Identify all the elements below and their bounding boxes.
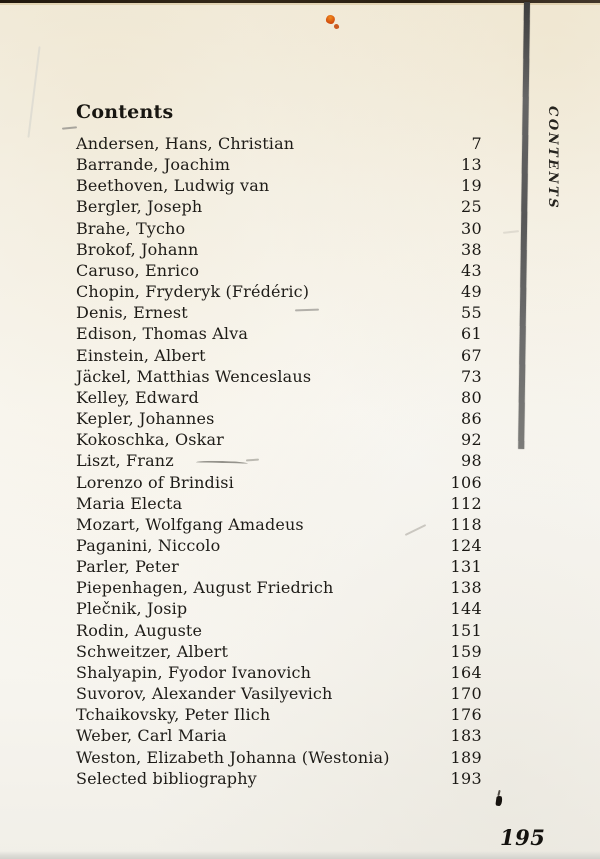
toc-entry-title: Beethoven, Ludwig van: [76, 176, 270, 196]
toc-entry-page: 61: [461, 324, 482, 344]
toc-entry-page: 92: [461, 430, 482, 450]
toc-entry-title: Maria Electa: [76, 493, 183, 513]
toc-row: [76, 323, 482, 344]
toc-row: [76, 345, 482, 366]
toc-entry-title: Parler, Peter: [76, 557, 179, 577]
toc-entry-title: Einstein, Albert: [76, 345, 206, 365]
toc-entry-title: Brokof, Johann: [76, 239, 199, 259]
toc-entry-page: 144: [450, 599, 482, 619]
toc-row: [76, 387, 482, 408]
toc-entry-page: 67: [461, 345, 482, 365]
toc-row: [76, 725, 482, 746]
toc-row: [76, 704, 482, 725]
toc-row: [76, 154, 482, 175]
scan-bottom-edge: [0, 851, 600, 859]
toc-entry-page: 159: [450, 641, 482, 661]
toc-entry-title: Mozart, Wolfgang Amadeus: [76, 514, 304, 534]
toc-row: [76, 302, 482, 323]
toc-entry-title: Bergler, Joseph: [76, 197, 203, 217]
toc-entry-title: Lorenzo of Brindisi: [76, 472, 234, 492]
toc-entry-title: Jäckel, Matthias Wenceslaus: [76, 366, 312, 386]
scan-top-edge-shadow: [0, 3, 600, 5]
toc-row: [76, 218, 482, 239]
toc-entry-page: 164: [450, 662, 482, 682]
orange-ink-speck-small: [333, 23, 339, 29]
toc-entry-title: Plečnik, Josip: [76, 599, 188, 619]
toc-entry-page: 43: [461, 260, 482, 280]
toc-row: [76, 577, 482, 598]
toc-row: [76, 450, 482, 471]
scan-scratch-left: [27, 46, 40, 138]
toc-entry-page: 151: [450, 620, 482, 640]
toc-entry-title: Weston, Elizabeth Johanna (Westonia): [76, 747, 390, 767]
page-edge-bar: [518, 2, 530, 449]
toc-entry-title: Kokoschka, Oskar: [76, 430, 224, 450]
toc-entry-title: Shalyapin, Fyodor Ivanovich: [76, 662, 312, 682]
contents-heading: Contents: [76, 101, 174, 123]
black-ink-speck-tail: [497, 790, 500, 796]
toc-entry-title: Barrande, Joachim: [76, 155, 231, 175]
toc-row: [76, 747, 482, 768]
scan-smudge-right: [503, 230, 519, 234]
toc-entry-title: Caruso, Enrico: [76, 260, 200, 280]
toc-row: [76, 281, 482, 302]
toc-entry-page: 86: [461, 409, 482, 429]
toc-entry-title: Weber, Carl Maria: [76, 726, 227, 746]
toc-entry-title: Tchaikovsky, Peter Ilich: [76, 705, 271, 725]
toc-row: [76, 196, 482, 217]
toc-entry-page: 73: [461, 366, 482, 386]
toc-row: [76, 408, 482, 429]
toc-entry-title: Brahe, Tycho: [76, 218, 186, 238]
running-head-vertical: CONTENTS: [545, 106, 560, 211]
toc-entry-page: 131: [450, 557, 482, 577]
toc-entry-page: 106: [450, 472, 482, 492]
toc-row: [76, 260, 482, 281]
toc-entry-title: Rodin, Auguste: [76, 620, 203, 640]
toc-entry-title: Suvorov, Alexander Vasilyevich: [76, 684, 333, 704]
page-number: 195: [500, 825, 546, 850]
toc-row: [76, 535, 482, 556]
toc-row: [76, 556, 482, 577]
toc-entry-title: Denis, Ernest: [76, 303, 188, 323]
toc-entry-title: Piepenhagen, August Friedrich: [76, 578, 334, 598]
toc-entry-page: 55: [461, 303, 482, 323]
toc-entry-title: Chopin, Fryderyk (Frédéric): [76, 282, 310, 302]
toc-entry-page: 19: [461, 176, 482, 196]
toc-entry-page: 118: [450, 514, 482, 534]
toc-entry-page: 7: [471, 134, 482, 153]
toc-entry-page: 25: [461, 197, 482, 217]
toc-entry-title: Schweitzer, Albert: [76, 641, 229, 661]
scan-top-edge: [0, 0, 600, 3]
toc-row: [76, 472, 482, 493]
toc-entry-title: Andersen, Hans, Christian: [76, 134, 295, 153]
toc-entry-title: Edison, Thomas Alva: [76, 324, 249, 344]
toc-entry-page: 193: [450, 768, 482, 788]
toc-row: [76, 239, 482, 260]
toc-row: [76, 133, 482, 154]
toc-entry-title: Selected bibliography: [76, 768, 257, 788]
orange-ink-speck: [324, 13, 337, 26]
toc-entry-title: Liszt, Franz: [76, 451, 174, 471]
toc-row: [76, 662, 482, 683]
toc-row: [76, 768, 482, 789]
toc-entry-page: 30: [461, 218, 482, 238]
toc-entry-page: 176: [450, 705, 482, 725]
toc-entry-page: 189: [450, 747, 482, 767]
toc-entry-page: 112: [450, 493, 482, 513]
toc-entry-page: 49: [461, 282, 482, 302]
toc-entry-page: 170: [450, 684, 482, 704]
toc-entry-title: Kepler, Johannes: [76, 409, 215, 429]
toc-entry-page: 13: [461, 155, 482, 175]
toc-row: [76, 175, 482, 196]
toc-row: [76, 514, 482, 535]
toc-row: [76, 641, 482, 662]
toc-entry-page: 38: [461, 239, 482, 259]
toc-row: [76, 620, 482, 641]
toc-row: [76, 429, 482, 450]
toc-list: [76, 133, 482, 789]
toc-entry-title: Paganini, Niccolo: [76, 535, 221, 555]
toc-entry-page: 183: [450, 726, 482, 746]
toc-row: [76, 598, 482, 619]
toc-entry-page: 124: [450, 535, 482, 555]
toc-row: [76, 493, 482, 514]
toc-row: [76, 683, 482, 704]
pencil-mark-under-heading: [62, 126, 77, 129]
toc-entry-title: Kelley, Edward: [76, 387, 199, 407]
black-ink-speck: [495, 796, 502, 807]
toc-entry-page: 98: [461, 451, 482, 471]
toc-row: [76, 366, 482, 387]
toc-entry-page: 80: [461, 387, 482, 407]
toc-entry-page: 138: [450, 578, 482, 598]
